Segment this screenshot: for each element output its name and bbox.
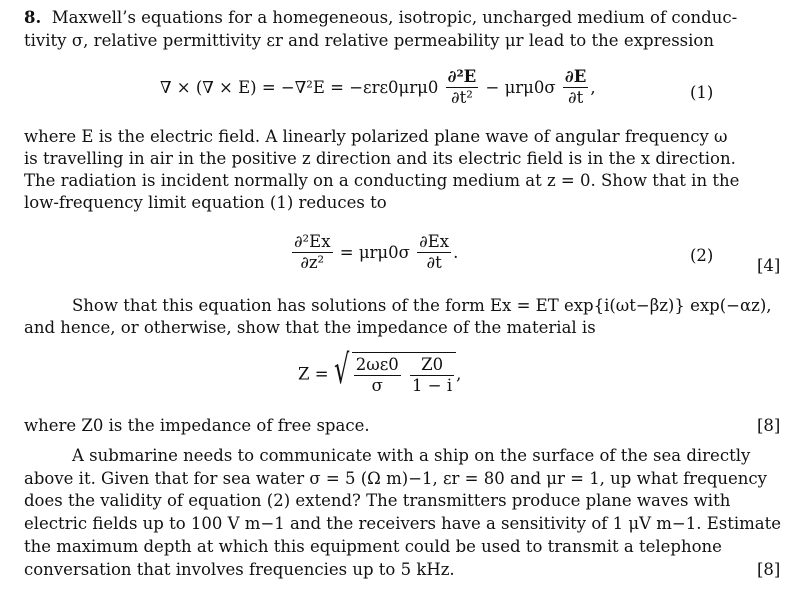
eq3-den1: σ [371, 376, 383, 395]
eq1-lhs: ∇ × (∇ × E) = −∇²E = −εrε0μrμ0 [160, 78, 439, 97]
para3-line-1 [72, 296, 772, 316]
para3-text-1: Show that this equation has solutions of the form Ex = ET exp{i(ωt−βz)} exp(−αz), [72, 296, 772, 315]
eq3-den2: 1 − i [412, 376, 453, 395]
equation-3 [298, 347, 462, 396]
para5-text-4: electric fields up to 100 V m−1 and the receivers have a sensitivity of 1 μV m−1. Estimate [24, 514, 782, 533]
eq3-lhs: Z = [298, 364, 329, 384]
para5-line-4 [24, 514, 782, 534]
eq1-tail: , [590, 78, 596, 97]
para2-line-3 [24, 171, 740, 191]
para2-line-4 [24, 193, 387, 213]
para5-line-1 [72, 446, 751, 466]
para4-line [24, 416, 370, 436]
para3-line-2 [24, 318, 596, 338]
para5-line-3 [24, 491, 731, 511]
intro-text-1: Maxwell’s equations for a homegeneous, isotropic, uncharged medium of conduc- [51, 8, 738, 27]
marks-8-first: [8] [757, 416, 781, 435]
eq1-den1: ∂t² [451, 88, 473, 107]
sqrt-sign [333, 347, 456, 396]
para5-line-2 [24, 469, 767, 489]
intro-line-1 [24, 8, 738, 28]
eq1-fraction-2 [563, 67, 588, 108]
eq1-num2: ∂E [564, 67, 587, 86]
eq2-tail: . [453, 243, 459, 262]
para2-text-1: where E is the electric field. A linearly polarized plane wave of angular frequency ω [24, 127, 728, 146]
question-number: 8. [24, 8, 42, 27]
para5-text-3: does the validity of equation (2) extend? The transmitters produce plane waves with [24, 491, 731, 510]
radical-icon: √ [333, 347, 350, 393]
equation-2 [290, 232, 458, 273]
eq3-tail: , [456, 364, 462, 384]
eq3-num2: Z0 [410, 355, 454, 376]
eq1-fraction-1 [446, 67, 479, 108]
marks-8-second: [8] [757, 560, 781, 579]
eq2-mid: = μrμ0σ [339, 243, 410, 262]
para5-line-6 [24, 560, 455, 580]
para2-line-2 [24, 149, 736, 169]
para4-text: where Z0 is the impedance of free space. [24, 416, 370, 435]
eq2-den2: ∂t [426, 253, 442, 272]
para2-text-4: low-frequency limit equation (1) reduces to [24, 193, 387, 212]
eq1-den2: ∂t [568, 88, 584, 107]
marks-4: [4] [757, 256, 781, 275]
para2-text-2: is travelling in air in the positive z direction and its electric field is in the x direction. [24, 149, 736, 168]
equation-2-label: (2) [690, 246, 714, 265]
para5-text-6: conversation that involves frequencies up to 5 kHz. [24, 560, 455, 579]
eq2-fraction-2 [417, 232, 451, 273]
sqrt-content [352, 352, 456, 396]
intro-line-2 [24, 31, 714, 51]
eq2-den1: ∂z² [300, 253, 325, 272]
para5-text-2: above it. Given that for sea water σ = 5 (Ω m)−1, εr = 80 and μr = 1, up what frequency [24, 469, 767, 488]
eq3-fraction-1 [354, 355, 401, 396]
eq3-num1: 2ωε0 [355, 355, 399, 374]
equation-1 [160, 67, 596, 108]
para3-text-2: and hence, or otherwise, show that the impedance of the material is [24, 318, 596, 337]
para2-text-3: The radiation is incident normally on a conducting medium at z = 0. Show that in the [24, 171, 740, 190]
equation-1-label: (1) [690, 83, 714, 102]
intro-text-2: tivity σ, relative permittivity εr and relative permeability μr lead to the expression [24, 31, 714, 50]
para5-line-5 [24, 537, 722, 557]
para2-line-1 [24, 127, 728, 147]
eq2-fraction-1 [292, 232, 333, 273]
para5-text-5: the maximum depth at which this equipment could be used to transmit a telephone [24, 537, 722, 556]
eq1-num1: ∂²E [447, 67, 477, 86]
para5-text-1: A submarine needs to communicate with a ship on the surface of the sea directly [72, 446, 751, 465]
eq3-fraction-2 [410, 355, 454, 396]
eq2-num2: ∂Ex [419, 232, 450, 251]
eq2-num1: ∂²Ex [294, 232, 331, 251]
eq1-mid: − μrμ0σ [485, 78, 556, 97]
